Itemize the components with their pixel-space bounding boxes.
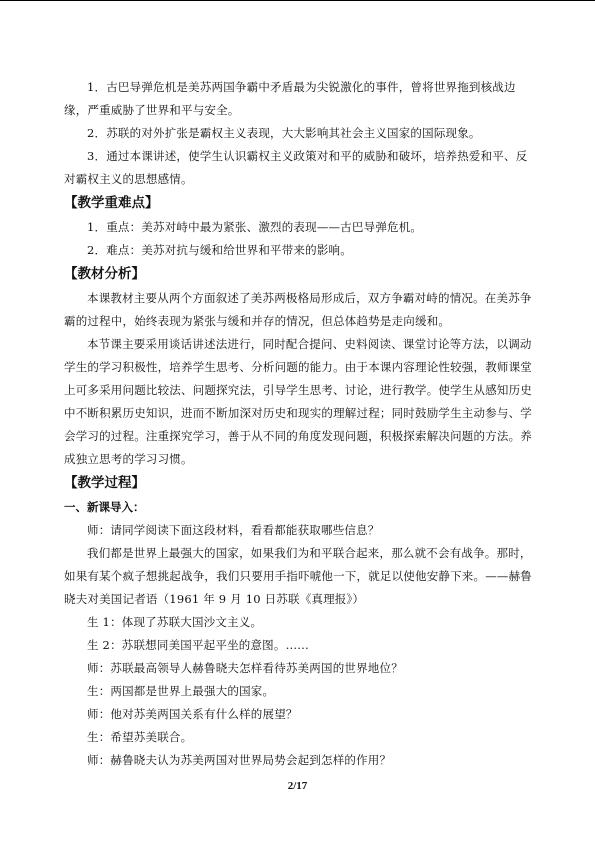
objective-2: 2．苏联的对外扩张是霸权主义表现，大大影响其社会主义国家的国际现象。 (87, 126, 481, 140)
process-heading: 【教学过程】 (64, 475, 145, 491)
process-line-6: 生：两国都是世界上最强大的国家。 (87, 684, 275, 698)
key-point-1: 1．重点：美苏对峙中最为紧张、激烈的表现——古巴导弹危机。 (87, 220, 423, 234)
process-line-8: 生：希望苏美联合。 (87, 730, 193, 744)
material-analysis-heading: 【教材分析】 (64, 266, 145, 282)
process-line-7: 师：他对苏美两国关系有什么样的展望？ (87, 707, 298, 721)
material-analysis-paragraph-1: 本课教材主要从两个方面叙述了美苏两极格局形成后，双方争霸对峙的情况。在美苏争霸的过程中，始终表现为紧张与缓和并存的情况，但总体趋势是走向缓和。 (64, 291, 532, 328)
process-subheading: 一、新课导入： (64, 500, 145, 514)
process-line-5: 师：苏联最高领导人赫鲁晓夫怎样看待苏美两国的世界地位？ (87, 661, 403, 675)
process-line-2: 我们都是世界上最强大的国家，如果我们为和平联合起来，那么就不会有战争。那时，如果有某个疯子想挑起战争，我们只要用手指吓唬他一下，就足以使他安静下来。——赫鲁晓夫对美国记者语（1961 年 9 月 10 日苏联《真理报》） (64, 546, 532, 606)
objective-3: 3．通过本课讲述，使学生认识霸权主义政策对和平的威胁和破坏，培养热爱和平、反对霸权主义的思想感情。 (64, 149, 528, 186)
header-rule (0, 0, 595, 1)
process-line-9: 师：赫鲁晓夫认为苏美两国对世界局势会起到怎样的作用？ (87, 753, 392, 767)
process-line-1: 师：请同学阅读下面这段材料，看看都能获取哪些信息？ (87, 523, 380, 537)
page-content (64, 76, 534, 772)
objective-1: 1．古巴导弹危机是美苏两国争霸中矛盾最为尖锐激化的事件，曾将世界拖到核战边缘，严重威胁了世界和平与安全。 (64, 80, 516, 117)
key-point-2: 2．难点：美苏对抗与缓和给世界和平带来的影响。 (87, 243, 352, 257)
key-points-heading: 【教学重难点】 (64, 195, 159, 211)
process-line-4: 生 2：苏联想同美国平起平坐的意图。…… (87, 638, 309, 652)
material-analysis-paragraph-2: 本节课主要采用谈话讲述法进行，同时配合提问、史料阅读、课堂讨论等方法，以调动学生的学习积极性，培养学生思考、分析问题的能力。由于本课内容理论性较强，教师课堂上可多采用问题比较法、问题探究法，引导学生思考、讨论，进行教学。使学生从感知历史中不断积累历史知识，进而不断加深对历史和现实的理解过程；同时鼓励学生主动参与、学会学习的过程。注重探究学习，善于从不同的角度发现问题，积极探索解决问题的方法。养成独立思考的学习习惯。 (64, 337, 532, 466)
process-line-3: 生 1：体现了苏联大国沙文主义。 (87, 615, 263, 629)
page-number: 2/17 (287, 780, 308, 792)
